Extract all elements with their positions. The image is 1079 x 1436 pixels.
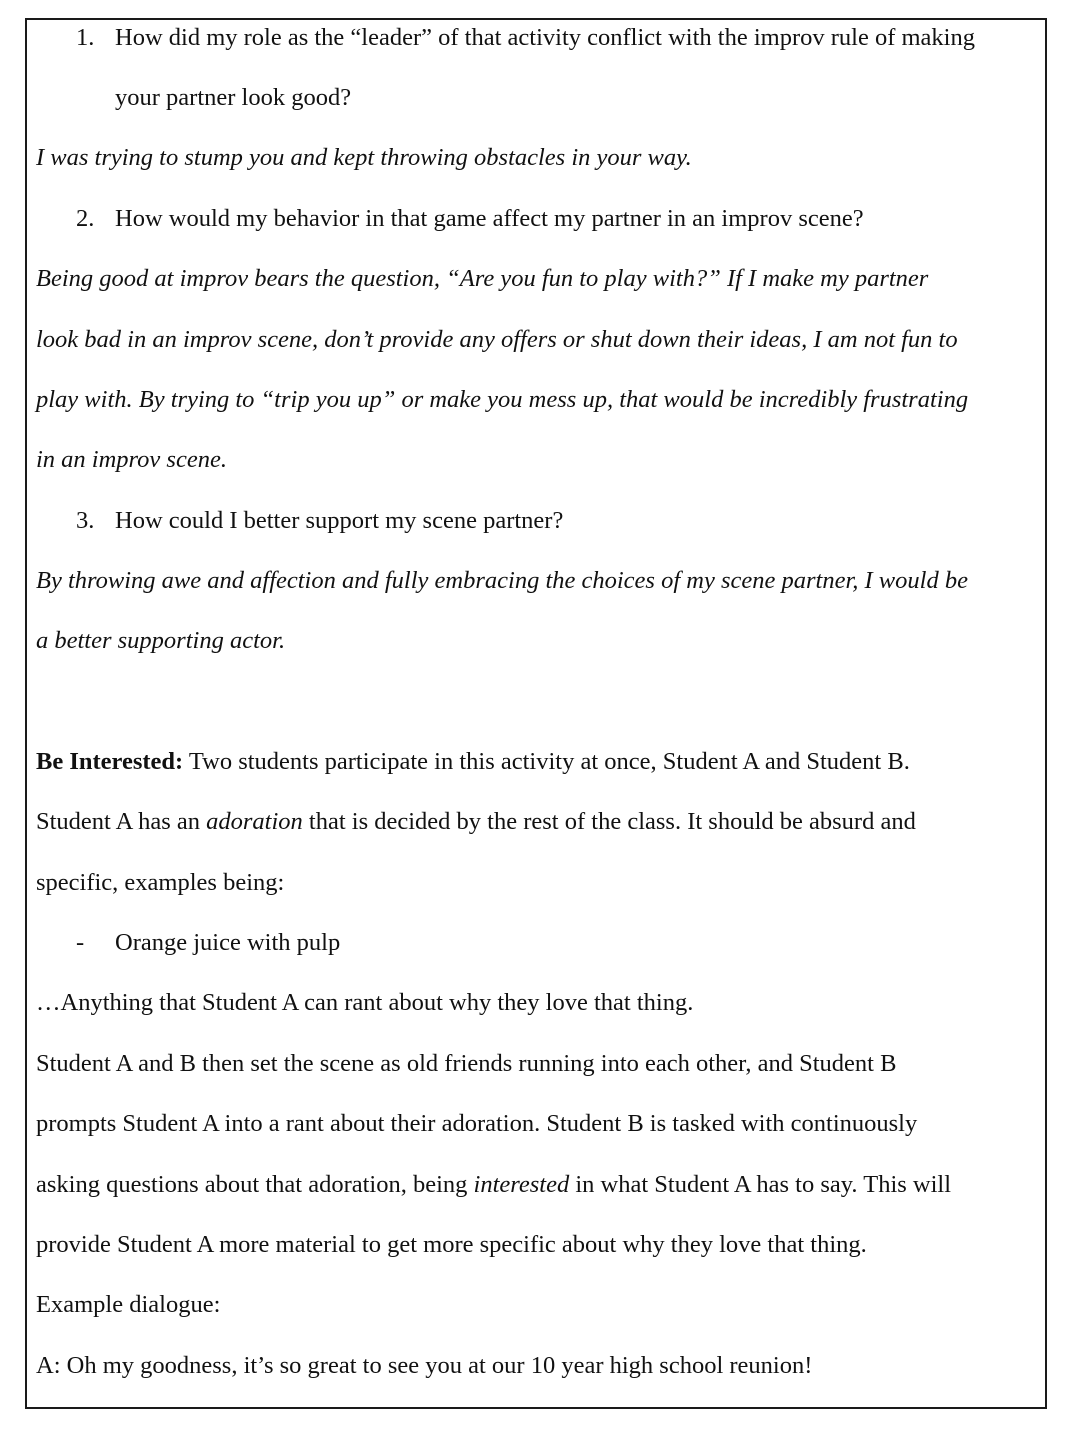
question-2-text-line-1: How would my behavior in that game affect my partner in an improv scene? — [115, 205, 864, 232]
activity-line-2-before: Student A has an — [36, 808, 207, 835]
activity-paragraph-line-4: provide Student A more material to get more specific about why they love that thing. — [36, 1231, 867, 1258]
activity-line-2-after: that is decided by the rest of the class. It should be absurd and — [302, 808, 916, 835]
activity-paragraph-line-3 — [36, 1170, 951, 1200]
interested-term: interested — [473, 1171, 570, 1198]
activity-intro-text: Two students participate in this activity at once, Student A and Student B. — [183, 748, 910, 775]
answer-3-line-1: By throwing awe and affection and fully embracing the choices of my scene partner, I would be — [36, 567, 968, 594]
answer-3-line-2: a better supporting actor. — [36, 627, 286, 654]
answer-2-line-1: Being good at improv bears the question, “Are you fun to play with?” If I make my partner — [36, 265, 929, 292]
question-2-number: 2. — [76, 205, 95, 232]
question-1-number: 1. — [76, 24, 95, 51]
question-1-text-line-1: How did my role as the “leader” of that activity conflict with the improv rule of making — [115, 24, 975, 51]
activity-intro-line-1 — [36, 747, 910, 777]
dialogue-line-a: A: Oh my goodness, it’s so great to see you at our 10 year high school reunion! — [36, 1352, 813, 1379]
activity-heading: Be Interested: — [36, 748, 184, 775]
question-3-number: 3. — [76, 507, 95, 534]
answer-2-line-2: look bad in an improv scene, don’t provide any offers or shut down their ideas, I am not fun to — [36, 326, 958, 353]
answer-1-line-1: I was trying to stump you and kept throwing obstacles in your way. — [36, 144, 692, 171]
activity-intro-line-3: specific, examples being: — [36, 869, 285, 896]
paragraph-line-3-before: asking questions about that adoration, being — [36, 1171, 474, 1198]
activity-intro-line-2 — [36, 807, 916, 837]
paragraph-line-3-after: in what Student A has to say. This will — [569, 1171, 952, 1198]
activity-paragraph-line-2: prompts Student A into a rant about their adoration. Student B is tasked with continuously — [36, 1110, 918, 1137]
adoration-term: adoration — [206, 808, 303, 835]
answer-2-line-4: in an improv scene. — [36, 446, 227, 473]
example-dialogue-label: Example dialogue: — [36, 1291, 221, 1318]
bullet-item: Orange juice with pulp — [115, 929, 341, 956]
activity-paragraph-line-1: Student A and B then set the scene as old friends running into each other, and Student B — [36, 1050, 897, 1077]
answer-2-line-3: play with. By trying to “trip you up” or make you mess up, that would be incredibly frustrating — [36, 386, 969, 413]
bullet-marker: - — [76, 929, 85, 956]
question-1-text-line-2: your partner look good? — [115, 84, 352, 111]
question-3-text-line-1: How could I better support my scene partner? — [115, 507, 564, 534]
anything-line: …Anything that Student A can rant about why they love that thing. — [36, 989, 694, 1016]
